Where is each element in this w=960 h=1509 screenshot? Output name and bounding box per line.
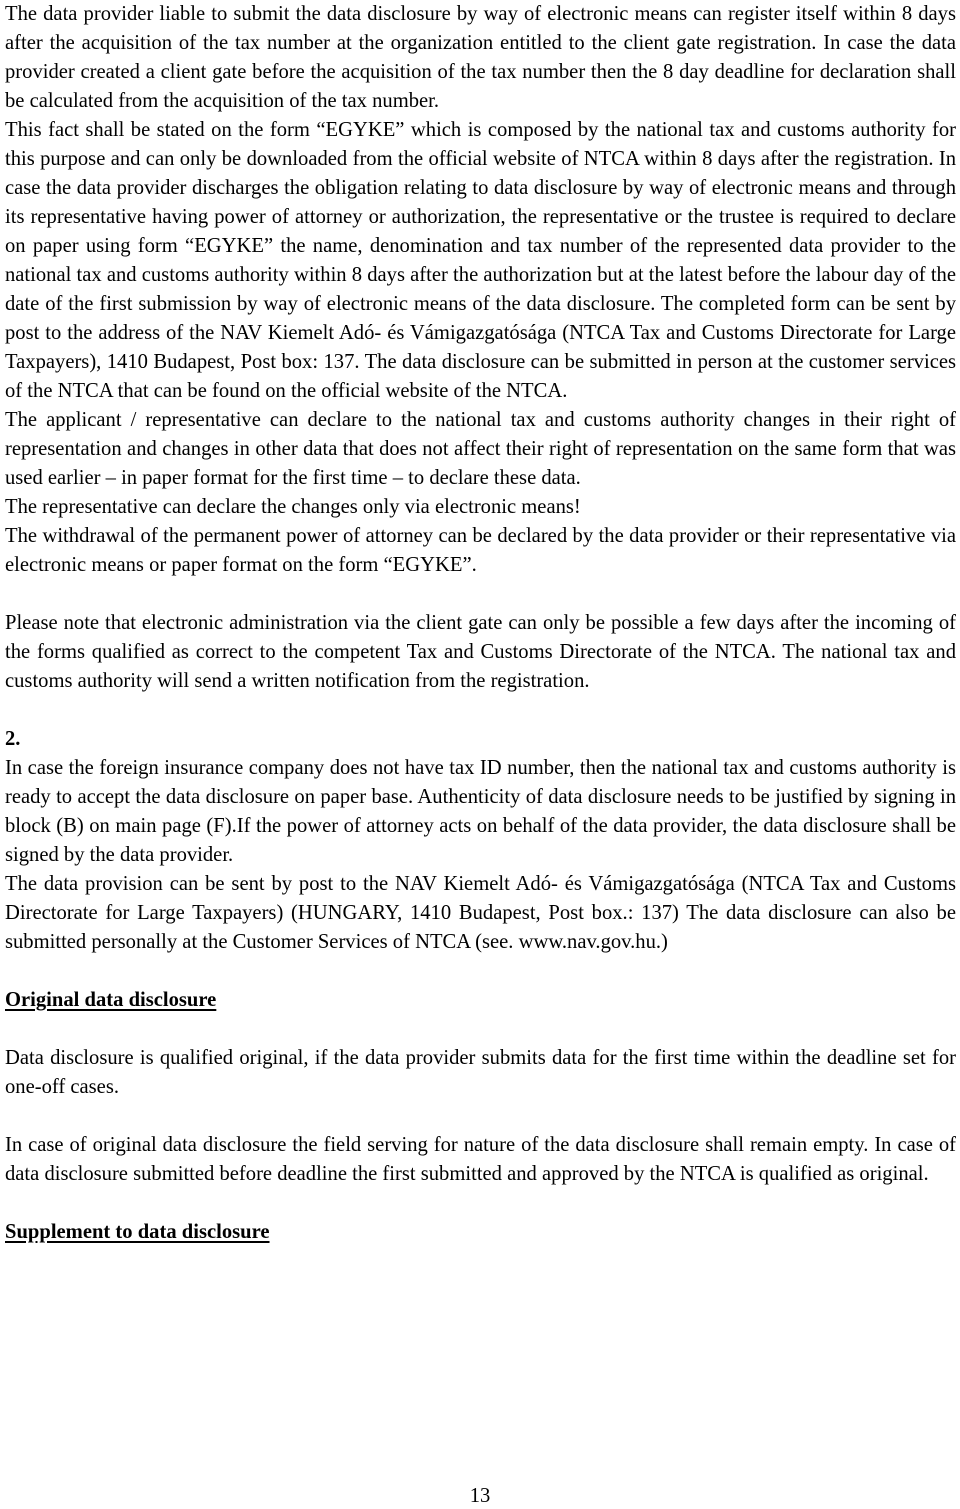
spacer [5, 580, 956, 609]
paragraph-foreign-insurance: In case the foreign insurance company does not have tax ID number, then the national tax and customs authority is ready to accept the data disclosure on paper base. Authenticity of data disclosure needs to be justified by signing in block (B) on main page (F).If the power of attorney acts on behalf of the data provider, the data disclosure shall be signed by the data provider. [5, 757, 956, 866]
paragraph-electronic-administration: Please note that electronic administration via the client gate can only be possible a few days after the incoming of the forms qualified as correct to the competent Tax and Customs Directorate of the NTCA. The national tax and customs authority will send a written notification from the registration. [5, 612, 956, 692]
paragraph-registration-deadline: The data provider liable to submit the data disclosure by way of electronic means can register itself within 8 days after the acquisition of the tax number at the organization entitled to the client gate registration. In case the data provider created a client gate before the acquisition of the tax number then the 8 day deadline for declaration shall be calculated from the acquisition of the tax number. [5, 3, 956, 112]
heading-original-data-disclosure: Original data disclosure [5, 989, 217, 1011]
paragraph-electronic-only: The representative can declare the changes only via electronic means! [5, 496, 581, 518]
document-page [5, 0, 956, 1247]
page-number: 13 [469, 1485, 491, 1507]
heading-supplement-data-disclosure: Supplement to data disclosure [5, 1221, 270, 1243]
spacer [5, 696, 956, 725]
paragraph-representation-changes: The applicant / representative can declare to the national tax and customs authority changes in their right of representation and changes in other data that does not affect their right of representation on the same form that was used earlier – in paper format for the first time – to declare these data. [5, 409, 956, 489]
spacer [5, 1102, 956, 1131]
paragraph-original-field: In case of original data disclosure the field serving for nature of the data disclosure shall remain empty. In case of data disclosure submitted before deadline the first submitted and approved by the NTCA is qualified as original. [5, 1134, 956, 1185]
spacer [5, 1189, 956, 1218]
paragraph-egyke-form: This fact shall be stated on the form “EGYKE” which is composed by the national tax and customs authority for this purpose and can only be downloaded from the official website of NTCA within 8 days after the registration. In case the data provider discharges the obligation relating to data disclosure by way of electronic means and through its representative having power of attorney or authorization, the representative or the trustee is required to declare on paper using form “EGYKE” the name, denomination and tax number of the represented data provider to the national tax and customs authority within 8 days after the authorization but at the latest before the labour day of the date of the first submission by way of electronic means of the data disclosure. The completed form can be sent by post to the address of the NAV Kiemelt Adó- és Vámigazgatósága (NTCA Tax and Customs Directorate for Large Taxpayers), 1410 Budapest, Post box: 137. The data disclosure can be submitted in person at the customer services of the NTCA that can be found on the official website of the NTCA. [5, 119, 956, 402]
paragraph-postal-submission: The data provision can be sent by post to the NAV Kiemelt Adó- és Vámigazgatósága (NTCA Tax and Customs Directorate for Large Taxpayers) (HUNGARY, 1410 Budapest, Post box.: 137) The data disclosure can also be submitted personally at the Customer Services of NTCA (see. www.nav.gov.hu.) [5, 873, 956, 953]
spacer [5, 1015, 956, 1044]
section-number: 2. [5, 728, 21, 750]
paragraph-original-definition: Data disclosure is qualified original, if the data provider submits data for the first time within the deadline set for one-off cases. [5, 1047, 956, 1098]
paragraph-withdrawal: The withdrawal of the permanent power of attorney can be declared by the data provider or their representative via electronic means or paper format on the form “EGYKE”. [5, 525, 956, 576]
spacer [5, 957, 956, 986]
